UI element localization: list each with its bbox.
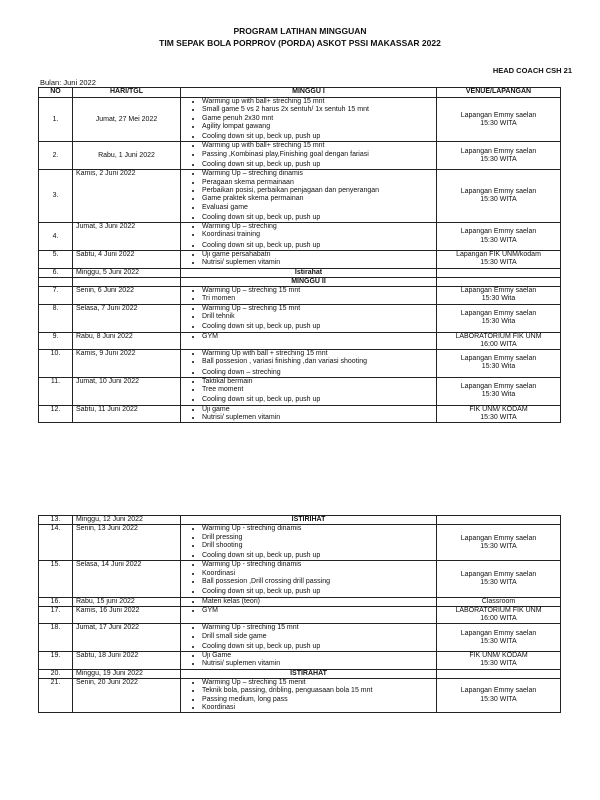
list-item: • Warming Up with ball + streching 15 mnt [202, 350, 433, 358]
list-item: • Warming Up – streching [202, 223, 433, 231]
cell-hari: Rabu, 15 juni 2022 [73, 597, 181, 606]
list-item: • Game praktek skema permainan [202, 195, 433, 203]
schedule-table-1 [38, 87, 561, 423]
cell-no: 5. [39, 251, 73, 269]
cell-venue [437, 525, 561, 561]
venue-time: 16:00 WITA [480, 340, 517, 348]
cell-hari: Sabtu, 11 Juni 2022 [73, 405, 181, 423]
rest-label: Istirahat [181, 268, 437, 277]
activity-list [184, 652, 433, 669]
list-item: • Cooling down sit up, beck up, push up [202, 133, 433, 141]
cell-no: 13. [39, 516, 73, 525]
venue-time: 15:30 WITA [480, 542, 517, 550]
cell-venue [437, 287, 561, 305]
cell-venue [437, 268, 561, 277]
cell-venue [437, 606, 561, 623]
list-item: • Drill shooting [202, 542, 433, 550]
cell-hari: Jumat, 10 Juni 2022 [73, 377, 181, 405]
list-item: • Materi kelas (teori) [202, 598, 433, 606]
list-item: • Drill tehnik [202, 313, 433, 321]
list-item: • Koordinasi training [202, 231, 433, 239]
document-title: PROGRAM LATIHAN MINGGUAN [233, 26, 367, 36]
list-item: • Passing medium, long pass [202, 696, 433, 704]
list-item: • Drill pressing [202, 534, 433, 542]
list-item: • Warming up with ball+ streching 15 mnt [202, 98, 433, 106]
venue-name: LABORATORIUM FIK UNM [455, 606, 542, 614]
venue-time: 15:30 WITA [480, 196, 517, 204]
venue-time: 15:30 WITA [480, 637, 517, 645]
list-item: • Cooling down sit up, beck up, push up [202, 214, 433, 222]
cell-no: 8. [39, 304, 73, 332]
table-row [39, 98, 561, 142]
list-item: • Warming up with ball+ streching 15 mnt [202, 142, 433, 150]
venue-time: 15:30 WITA [480, 414, 517, 422]
cell-activities [181, 142, 437, 170]
table-row [39, 170, 561, 223]
activity-list [184, 305, 433, 332]
cell-venue [437, 597, 561, 606]
cell-no: 15. [39, 561, 73, 597]
cell-venue [437, 652, 561, 670]
cell-activities [181, 251, 437, 269]
list-item: • Ball possesion ,Drill crossing drill passing [202, 578, 433, 586]
activity-list [184, 598, 433, 606]
list-item: • Nutrisi/ suplemen vitamin [202, 259, 433, 267]
cell-hari: Minggu, 12 Juni 2022 [73, 516, 181, 525]
activity-list [184, 679, 433, 712]
cell-hari: Kamis, 9 Juni 2022 [73, 349, 181, 377]
venue-name: Lapangan Emmy saelan [460, 355, 537, 363]
list-item: • Ball possesion , variasi finishing ,dan variasi shooting [202, 358, 433, 366]
list-item: • Agility lompat gawang [202, 123, 433, 131]
cell-activities [181, 678, 437, 712]
cell-activities [181, 223, 437, 251]
list-item: • Warming Up – streching 15 mnt [202, 287, 433, 295]
cell-no: 4. [39, 223, 73, 251]
cell-venue [437, 624, 561, 652]
cell-activities [181, 606, 437, 623]
activity-list [184, 607, 433, 615]
cell-no: 9. [39, 332, 73, 349]
venue-name: Lapangan FIK UNM/kodam [456, 251, 541, 259]
list-item: • Cooling down sit up, beck up, push up [202, 588, 433, 596]
table-row [39, 304, 561, 332]
list-item: • Warming Up - streching dinamis [202, 525, 433, 533]
venue-name: Lapangan Emmy saelan [460, 309, 537, 317]
cell-hari: Kamis, 16 Juni 2022 [73, 606, 181, 623]
list-item: • Peragaan skema permainaan [202, 179, 433, 187]
cell-no: 19. [39, 652, 73, 670]
cell-hari: Senin, 13 Juni 2022 [73, 525, 181, 561]
cell-no: 2. [39, 142, 73, 170]
venue-time: 16:00 WITA [480, 615, 517, 623]
table-row [39, 561, 561, 597]
list-item: • Warming Up – streching dinamis [202, 170, 433, 178]
venue-time: 15:30 WITA [480, 119, 517, 127]
venue-name: Lapangan Emmy saelan [460, 570, 537, 578]
cell-venue [437, 516, 561, 525]
table-row [39, 332, 561, 349]
cell-activities [181, 405, 437, 423]
activity-list [184, 251, 433, 268]
table-row [39, 277, 561, 286]
venue-time: 15:30 WITA [480, 236, 517, 244]
table-row [39, 597, 561, 606]
list-item: • Passing ,Kombinasi play,Finishing goal dengan fariasi [202, 151, 433, 159]
cell-venue [437, 304, 561, 332]
activity-list [184, 350, 433, 377]
cell-activities [181, 624, 437, 652]
list-item: • Cooling down – streching [202, 369, 433, 377]
cell-activities [181, 349, 437, 377]
venue-name: Lapangan Emmy saelan [460, 629, 537, 637]
rest-label: ISTIRIHAT [181, 516, 437, 525]
cell-hari: Selasa, 7 Juni 2022 [73, 304, 181, 332]
cell-no: 7. [39, 287, 73, 305]
cell-venue [437, 678, 561, 712]
table-row [39, 405, 561, 423]
activity-list [184, 406, 433, 423]
list-item: • Uji game [202, 406, 433, 414]
cell-no: 10. [39, 349, 73, 377]
venue-name: Lapangan Emmy saelan [460, 534, 537, 542]
venue-name: Lapangan Emmy saelan [460, 287, 537, 295]
list-item: • Perbaikan posisi, perbaikan penjagaan dan penyerangan [202, 187, 433, 195]
cell-no: 1. [39, 98, 73, 142]
list-item: • Small game 5 vs 2 harus 2x sentuh/ 1x sentuh 15 mnt [202, 106, 433, 114]
venue-name: Lapangan Emmy saelan [460, 147, 537, 155]
cell-hari: Sabtu, 18 Juni 2022 [73, 652, 181, 670]
venue-time: 15:30 WITA [480, 695, 517, 703]
cell-no: 17. [39, 606, 73, 623]
list-item: • Koordinasi [202, 570, 433, 578]
activity-list [184, 98, 433, 141]
venue-name: FIK UNM/ KODAM [469, 652, 528, 660]
venue-name: FIK UNM/ KODAM [469, 405, 528, 413]
list-item: • Nutrisi/ suplemen vitamin [202, 660, 433, 668]
table-row [39, 525, 561, 561]
table-row [39, 251, 561, 269]
cell-no: 11. [39, 377, 73, 405]
cell-venue [437, 98, 561, 142]
rest-label: ISTIRAHAT [181, 669, 437, 678]
list-item: • GYM [202, 607, 433, 615]
week-label: MINGGU II [181, 277, 437, 286]
list-item: • Taktikal bermain [202, 378, 433, 386]
cell-venue [437, 377, 561, 405]
venue-time: 15:30 WITA [480, 660, 517, 668]
cell-hari: Rabu, 1 Juni 2022 [73, 142, 181, 170]
month-label: Bulan: Juni 2022 [40, 78, 96, 87]
list-item: • Tree moment [202, 386, 433, 394]
list-item: • Game penuh 2x30 mnt [202, 115, 433, 123]
cell-venue [437, 277, 561, 286]
cell-hari: Sabtu, 4 Juni 2022 [73, 251, 181, 269]
venue-time: 15:30 Wita [481, 391, 516, 399]
list-item: • Cooling down sit up, beck up, push up [202, 161, 433, 169]
header-venue: VENUE/LAPANGAN [437, 88, 561, 98]
cell-venue [437, 332, 561, 349]
list-item: • Teknik bola, passing, dribling, penguasaan bola 15 mnt [202, 687, 433, 695]
activity-list [184, 142, 433, 169]
table-row [39, 349, 561, 377]
cell-hari: Kamis, 2 Juni 2022 [73, 170, 181, 223]
cell-venue [437, 223, 561, 251]
cell-venue [437, 669, 561, 678]
cell-activities [181, 170, 437, 223]
head-coach-label: HEAD COACH CSH 21 [492, 66, 572, 75]
cell-activities [181, 597, 437, 606]
cell-no: 16. [39, 597, 73, 606]
activity-list [184, 170, 433, 222]
cell-hari [73, 277, 181, 286]
list-item: • Warming Up – streching 15 mnt [202, 305, 433, 313]
list-item: • Cooling down sit up, beck up, push up [202, 552, 433, 560]
cell-hari: Senin, 20 Juni 2022 [73, 678, 181, 712]
venue-name: Lapangan Emmy saelan [460, 188, 537, 196]
table-row [39, 516, 561, 525]
list-item: • Koordinasi [202, 704, 433, 712]
cell-no: 6. [39, 268, 73, 277]
venue-time: 15:30 Wita [481, 363, 516, 371]
cell-activities [181, 652, 437, 670]
list-item: • GYM [202, 333, 433, 341]
cell-no: 20. [39, 669, 73, 678]
cell-no: 14. [39, 525, 73, 561]
cell-hari: Selasa, 14 Juni 2022 [73, 561, 181, 597]
cell-activities [181, 525, 437, 561]
list-item: • Drill small side game [202, 633, 433, 641]
venue-name: Classroom [481, 597, 516, 605]
cell-activities [181, 287, 437, 305]
table-row [39, 669, 561, 678]
list-item: • Uji Game [202, 652, 433, 660]
venue-time: 15:30 Wita [481, 295, 516, 303]
list-item: • Nutrisi/ suplemen vitamin [202, 414, 433, 422]
table-row [39, 268, 561, 277]
venue-name: Lapangan Emmy saelan [460, 228, 537, 236]
cell-venue [437, 561, 561, 597]
cell-hari: Jumat, 3 Juni 2022 [73, 223, 181, 251]
venue-time: 15:30 Wita [481, 318, 516, 326]
list-item: • Cooling down sit up, beck up, push up [202, 242, 433, 250]
document-subtitle: TIM SEPAK BOLA PORPROV (PORDA) ASKOT PSSI MAKASSAR 2022 [159, 38, 441, 48]
cell-activities [181, 561, 437, 597]
list-item: • Warming Up – streching 15 menit [202, 679, 433, 687]
activity-list [184, 378, 433, 405]
list-item: • Uji game persahabatn [202, 251, 433, 259]
venue-time: 15:30 WITA [480, 259, 517, 267]
table-row [39, 624, 561, 652]
table-row [39, 606, 561, 623]
list-item: • Warming Up - streching 15 mnt [202, 624, 433, 632]
cell-no: 21. [39, 678, 73, 712]
table-row [39, 678, 561, 712]
cell-no: 18. [39, 624, 73, 652]
venue-name: Lapangan Emmy saelan [460, 383, 537, 391]
activity-list [184, 624, 433, 651]
header-no: NO [39, 88, 73, 98]
cell-activities [181, 332, 437, 349]
cell-hari: Senin, 6 Juni 2022 [73, 287, 181, 305]
venue-name: Lapangan Emmy saelan [460, 687, 537, 695]
table-row [39, 287, 561, 305]
list-item: • Cooling down sit up, beck up, push up [202, 643, 433, 651]
cell-no: 3. [39, 170, 73, 223]
cell-venue [437, 170, 561, 223]
activity-list [184, 525, 433, 560]
header-minggu: MINGGU I [181, 88, 437, 98]
cell-hari: Jumat, 27 Mei 2022 [73, 98, 181, 142]
cell-venue [437, 405, 561, 423]
cell-hari: Minggu, 5 Juni 2022 [73, 268, 181, 277]
schedule-table-2 [38, 515, 561, 713]
list-item: • Cooling down sit up, beck up, push up [202, 323, 433, 331]
table-row [39, 652, 561, 670]
list-item: • Warming Up - streching dinamis [202, 561, 433, 569]
header-hari: HARI/TGL [73, 88, 181, 98]
cell-hari: Jumat, 17 Juni 2022 [73, 624, 181, 652]
cell-hari: Minggu, 19 Juni 2022 [73, 669, 181, 678]
cell-activities [181, 377, 437, 405]
venue-name: LABORATORIUM FIK UNM [455, 332, 542, 340]
venue-name: Lapangan Emmy saelan [460, 111, 537, 119]
venue-time: 15:30 WITA [480, 155, 517, 163]
cell-no: 12. [39, 405, 73, 423]
cell-venue [437, 349, 561, 377]
list-item: • Tri momen [202, 295, 433, 303]
table-row [39, 377, 561, 405]
activity-list [184, 561, 433, 596]
list-item: • Evaluasi game [202, 204, 433, 212]
activity-list [184, 333, 433, 341]
cell-venue [437, 142, 561, 170]
venue-time: 15:30 WITA [480, 578, 517, 586]
activity-list [184, 223, 433, 250]
cell-venue [437, 251, 561, 269]
cell-activities [181, 98, 437, 142]
table-row [39, 142, 561, 170]
cell-activities [181, 304, 437, 332]
list-item: • Cooling down sit up, beck up, push up [202, 396, 433, 404]
cell-no [39, 277, 73, 286]
cell-hari: Rabu, 8 Juni 2022 [73, 332, 181, 349]
activity-list [184, 287, 433, 304]
table-row [39, 223, 561, 251]
